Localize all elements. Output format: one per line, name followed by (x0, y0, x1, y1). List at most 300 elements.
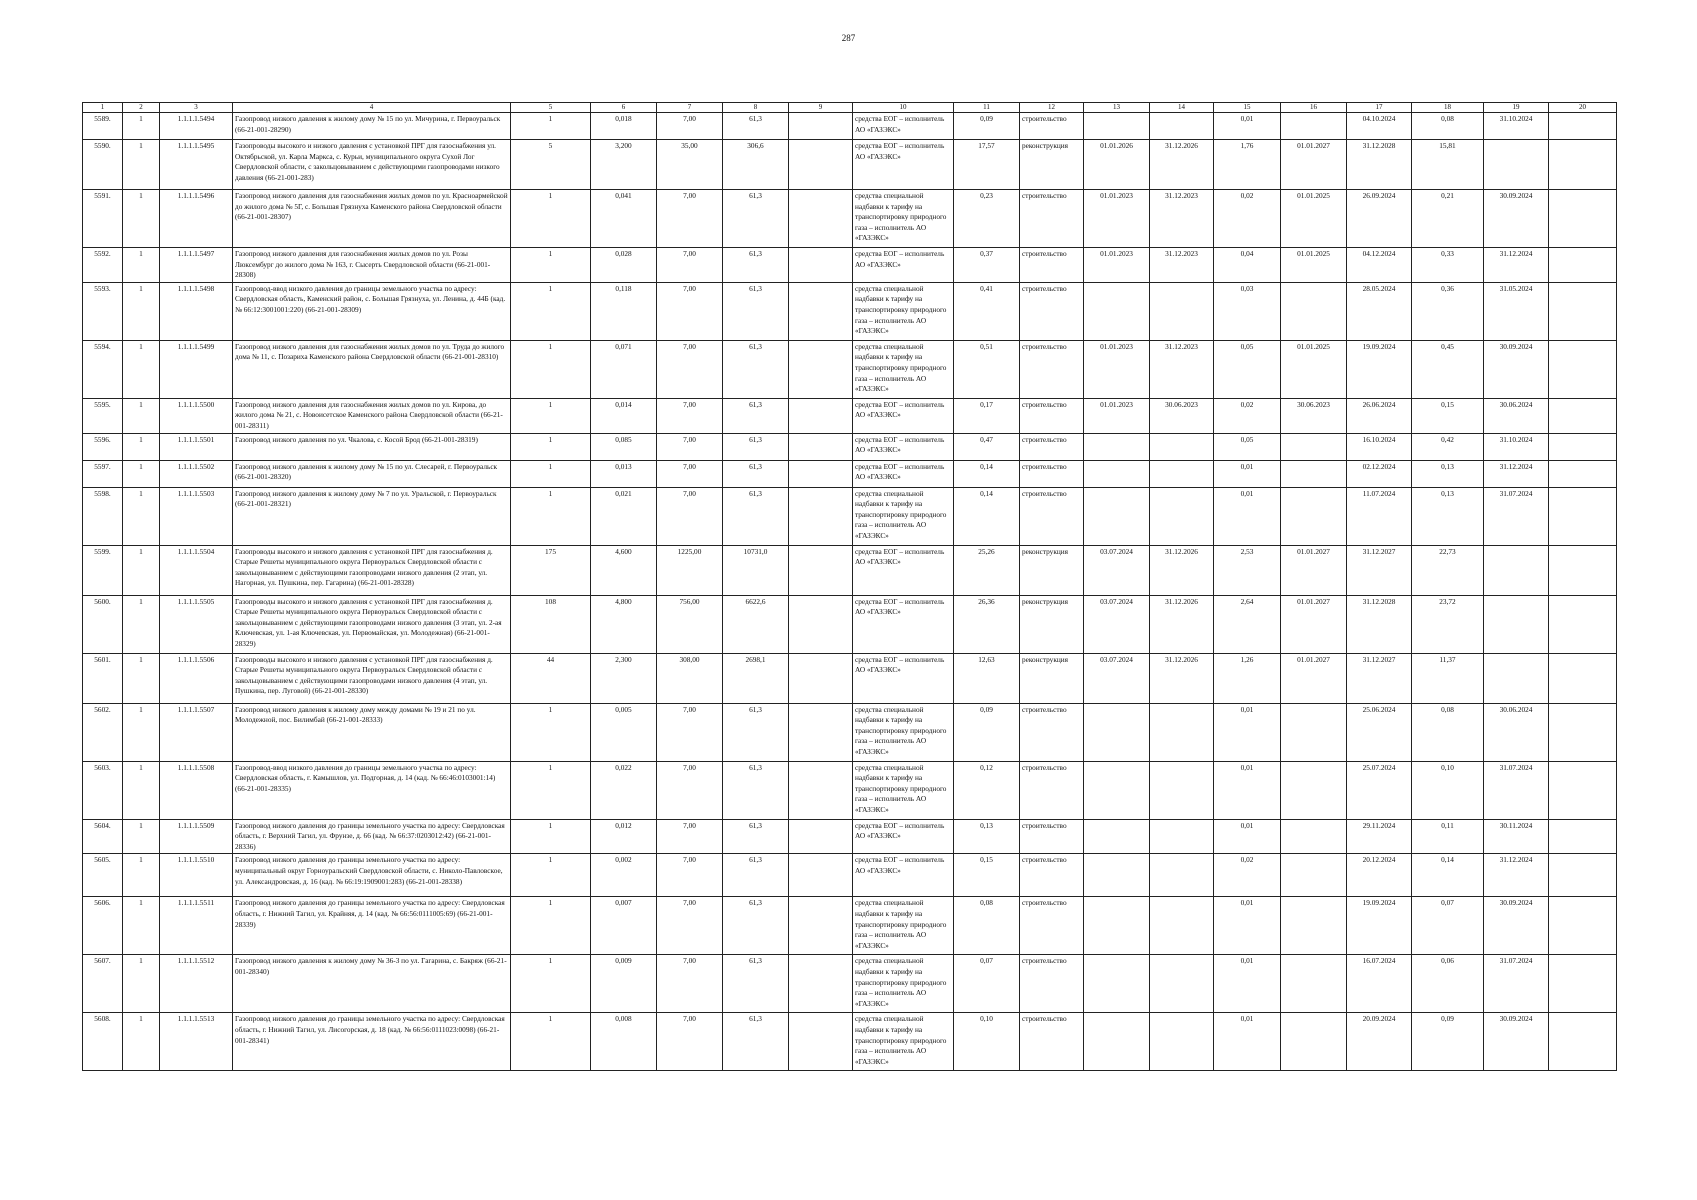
cell-col-14 (1150, 113, 1214, 140)
cell-col-16: 01.01.2025 (1281, 340, 1347, 398)
cell-col-6: 0,071 (591, 340, 657, 398)
cell-col-12: строительство (1020, 819, 1084, 854)
cell-col-5: 175 (511, 545, 591, 595)
cell-col-18: 0,36 (1412, 282, 1484, 340)
cell-col-10: средства специальной надбавки к тарифу на транспортировку природного газа – исполнитель АО «ГАЗЭКС» (853, 282, 954, 340)
cell-col-12: строительство (1020, 761, 1084, 819)
cell-col-14: 31.12.2023 (1150, 190, 1214, 248)
cell-col-3: 1.1.1.1.5503 (160, 487, 233, 545)
cell-col-8: 306,6 (723, 140, 789, 190)
cell-col-6: 0,013 (591, 460, 657, 487)
cell-col-12: строительство (1020, 854, 1084, 897)
cell-col-6: 0,012 (591, 819, 657, 854)
cell-col-19: 30.09.2024 (1484, 1013, 1549, 1071)
cell-col-16 (1281, 703, 1347, 761)
cell-col-12: реконструкция (1020, 545, 1084, 595)
column-number-20: 20 (1549, 103, 1617, 113)
cell-col-8: 61,3 (723, 190, 789, 248)
cell-col-19: 30.09.2024 (1484, 340, 1549, 398)
cell-col-20 (1549, 398, 1617, 433)
cell-col-15: 0,05 (1214, 340, 1281, 398)
cell-col-7: 756,00 (657, 595, 723, 653)
cell-col-19: 30.06.2024 (1484, 703, 1549, 761)
cell-col-13: 03.07.2024 (1084, 653, 1150, 703)
cell-col-5: 1 (511, 460, 591, 487)
cell-col-12: реконструкция (1020, 595, 1084, 653)
cell-col-3: 1.1.1.1.5509 (160, 819, 233, 854)
cell-col-11: 0,14 (954, 487, 1020, 545)
cell-col-9 (789, 140, 853, 190)
cell-col-16 (1281, 433, 1347, 460)
cell-col-8: 61,3 (723, 955, 789, 1013)
column-number-7: 7 (657, 103, 723, 113)
cell-col-19: 31.07.2024 (1484, 955, 1549, 1013)
cell-col-14: 31.12.2026 (1150, 653, 1214, 703)
cell-col-14 (1150, 487, 1214, 545)
cell-col-5: 1 (511, 1013, 591, 1071)
cell-col-13 (1084, 819, 1150, 854)
cell-col-7: 7,00 (657, 248, 723, 283)
cell-col-5: 1 (511, 854, 591, 897)
cell-col-16: 01.01.2027 (1281, 545, 1347, 595)
cell-col-1: 5599. (83, 545, 123, 595)
column-number-16: 16 (1281, 103, 1347, 113)
cell-col-1: 5605. (83, 854, 123, 897)
cell-col-11: 0,10 (954, 1013, 1020, 1071)
cell-col-2: 1 (123, 854, 160, 897)
cell-col-2: 1 (123, 190, 160, 248)
cell-col-1: 5598. (83, 487, 123, 545)
cell-col-15: 0,01 (1214, 819, 1281, 854)
cell-col-16 (1281, 1013, 1347, 1071)
cell-col-9 (789, 433, 853, 460)
cell-col-3: 1.1.1.1.5499 (160, 340, 233, 398)
cell-col-8: 61,3 (723, 761, 789, 819)
cell-col-8: 61,3 (723, 398, 789, 433)
cell-col-17: 16.07.2024 (1347, 955, 1412, 1013)
page-number: 287 (841, 33, 856, 43)
cell-col-6: 0,085 (591, 433, 657, 460)
cell-col-10: средства ЕОГ – исполнитель АО «ГАЗЭКС» (853, 545, 954, 595)
cell-col-14 (1150, 819, 1214, 854)
cell-col-1: 5596. (83, 433, 123, 460)
cell-col-3: 1.1.1.1.5501 (160, 433, 233, 460)
cell-col-3: 1.1.1.1.5494 (160, 113, 233, 140)
cell-col-18: 0,14 (1412, 854, 1484, 897)
cell-col-13: 01.01.2023 (1084, 398, 1150, 433)
cell-col-3: 1.1.1.1.5495 (160, 140, 233, 190)
cell-col-8: 2698,1 (723, 653, 789, 703)
cell-col-7: 7,00 (657, 703, 723, 761)
table-row (83, 703, 1617, 761)
cell-col-2: 1 (123, 340, 160, 398)
cell-col-18: 15,81 (1412, 140, 1484, 190)
cell-col-18: 0,21 (1412, 190, 1484, 248)
cell-col-12: реконструкция (1020, 140, 1084, 190)
cell-col-16 (1281, 854, 1347, 897)
cell-col-6: 0,002 (591, 854, 657, 897)
cell-col-8: 61,3 (723, 703, 789, 761)
cell-col-3: 1.1.1.1.5508 (160, 761, 233, 819)
cell-col-19: 31.05.2024 (1484, 282, 1549, 340)
cell-col-6: 0,009 (591, 955, 657, 1013)
cell-col-16: 01.01.2027 (1281, 595, 1347, 653)
cell-col-16 (1281, 487, 1347, 545)
cell-col-17: 20.09.2024 (1347, 1013, 1412, 1071)
cell-col-15: 0,01 (1214, 1013, 1281, 1071)
cell-col-3: 1.1.1.1.5513 (160, 1013, 233, 1071)
cell-col-2: 1 (123, 703, 160, 761)
cell-col-19: 31.10.2024 (1484, 113, 1549, 140)
cell-col-13: 01.01.2023 (1084, 248, 1150, 283)
cell-col-9 (789, 595, 853, 653)
cell-col-1: 5604. (83, 819, 123, 854)
cell-col-13: 03.07.2024 (1084, 595, 1150, 653)
cell-col-4: Газопровод низкого давления для газоснабжения жилых домов по ул. Красноармейской до жилого дома № 5Г, с. Большая Грязнуха Каменского района Свердловской области (66-21-001-28307) (233, 190, 511, 248)
cell-col-9 (789, 819, 853, 854)
cell-col-19 (1484, 545, 1549, 595)
cell-col-7: 7,00 (657, 819, 723, 854)
cell-col-2: 1 (123, 487, 160, 545)
cell-col-14 (1150, 854, 1214, 897)
column-number-19: 19 (1484, 103, 1549, 113)
column-number-9: 9 (789, 103, 853, 113)
table-row (83, 1013, 1617, 1071)
cell-col-20 (1549, 113, 1617, 140)
cell-col-10: средства специальной надбавки к тарифу на транспортировку природного газа – исполнитель АО «ГАЗЭКС» (853, 897, 954, 955)
cell-col-4: Газопровод низкого давления для газоснабжения жилых домов по ул. Кирова, до жилого дома № 21, с. Новоисетское Каменского района Свердловской области (66-21-001-28311) (233, 398, 511, 433)
cell-col-8: 61,3 (723, 113, 789, 140)
cell-col-18: 0,45 (1412, 340, 1484, 398)
cell-col-9 (789, 897, 853, 955)
cell-col-15: 0,02 (1214, 398, 1281, 433)
cell-col-2: 1 (123, 460, 160, 487)
cell-col-8: 10731,0 (723, 545, 789, 595)
cell-col-15: 0,03 (1214, 282, 1281, 340)
cell-col-5: 1 (511, 487, 591, 545)
cell-col-1: 5591. (83, 190, 123, 248)
cell-col-15: 0,04 (1214, 248, 1281, 283)
cell-col-1: 5602. (83, 703, 123, 761)
cell-col-2: 1 (123, 653, 160, 703)
cell-col-17: 04.12.2024 (1347, 248, 1412, 283)
cell-col-20 (1549, 282, 1617, 340)
cell-col-19 (1484, 653, 1549, 703)
table-row (83, 340, 1617, 398)
cell-col-3: 1.1.1.1.5511 (160, 897, 233, 955)
cell-col-9 (789, 487, 853, 545)
cell-col-20 (1549, 653, 1617, 703)
cell-col-11: 0,41 (954, 282, 1020, 340)
cell-col-4: Газопровод низкого давления к жилому дому № 36-3 по ул. Гагарина, с. Бакряж (66-21-001-28340) (233, 955, 511, 1013)
cell-col-16: 01.01.2025 (1281, 190, 1347, 248)
table-row (83, 897, 1617, 955)
table-row (83, 761, 1617, 819)
cell-col-7: 7,00 (657, 113, 723, 140)
cell-col-18: 23,72 (1412, 595, 1484, 653)
cell-col-9 (789, 340, 853, 398)
cell-col-18: 22,73 (1412, 545, 1484, 595)
table-row (83, 854, 1617, 897)
cell-col-11: 0,09 (954, 113, 1020, 140)
cell-col-6: 0,005 (591, 703, 657, 761)
cell-col-20 (1549, 433, 1617, 460)
cell-col-10: средства специальной надбавки к тарифу на транспортировку природного газа – исполнитель АО «ГАЗЭКС» (853, 190, 954, 248)
cell-col-4: Газопровод низкого давления до границы земельного участка по адресу: Свердловская область, г. Нижний Тагил, ул. Лисогорская, д. 18 (кад. № 66:56:0111023:0098) (66-21-001-28341) (233, 1013, 511, 1071)
column-number-header-row (83, 103, 1617, 113)
cell-col-9 (789, 955, 853, 1013)
column-number-14: 14 (1150, 103, 1214, 113)
cell-col-11: 0,12 (954, 761, 1020, 819)
cell-col-6: 0,022 (591, 761, 657, 819)
table-row (83, 460, 1617, 487)
cell-col-6: 0,008 (591, 1013, 657, 1071)
cell-col-9 (789, 190, 853, 248)
cell-col-18: 0,06 (1412, 955, 1484, 1013)
cell-col-10: средства ЕОГ – исполнитель АО «ГАЗЭКС» (853, 460, 954, 487)
cell-col-1: 5600. (83, 595, 123, 653)
cell-col-13: 01.01.2023 (1084, 340, 1150, 398)
cell-col-20 (1549, 819, 1617, 854)
cell-col-1: 5601. (83, 653, 123, 703)
cell-col-16 (1281, 460, 1347, 487)
cell-col-1: 5603. (83, 761, 123, 819)
cell-col-18: 11,37 (1412, 653, 1484, 703)
cell-col-4: Газопроводы высокого и низкого давления с установкой ПРГ для газоснабжения д. Старые Решеты муниципального округа Первоуральск Свердловской области с закольцовыванием с действующими газопроводами низкого давления (2 этап, ул. Нагорная, ул. Пушкина, пер. Гагарина) (66-21-001-28328) (233, 545, 511, 595)
cell-col-20 (1549, 487, 1617, 545)
cell-col-18: 0,08 (1412, 703, 1484, 761)
cell-col-17: 26.06.2024 (1347, 398, 1412, 433)
cell-col-17: 04.10.2024 (1347, 113, 1412, 140)
cell-col-3: 1.1.1.1.5498 (160, 282, 233, 340)
cell-col-17: 16.10.2024 (1347, 433, 1412, 460)
cell-col-6: 0,118 (591, 282, 657, 340)
cell-col-9 (789, 282, 853, 340)
cell-col-15: 1,76 (1214, 140, 1281, 190)
cell-col-16 (1281, 819, 1347, 854)
cell-col-6: 0,014 (591, 398, 657, 433)
cell-col-15: 0,01 (1214, 460, 1281, 487)
cell-col-3: 1.1.1.1.5507 (160, 703, 233, 761)
table-row (83, 545, 1617, 595)
table-row (83, 190, 1617, 248)
cell-col-18: 0,42 (1412, 433, 1484, 460)
cell-col-1: 5590. (83, 140, 123, 190)
cell-col-20 (1549, 703, 1617, 761)
cell-col-15: 0,01 (1214, 955, 1281, 1013)
cell-col-15: 2,53 (1214, 545, 1281, 595)
cell-col-11: 0,23 (954, 190, 1020, 248)
cell-col-1: 5592. (83, 248, 123, 283)
cell-col-6: 0,041 (591, 190, 657, 248)
cell-col-12: строительство (1020, 282, 1084, 340)
cell-col-11: 26,36 (954, 595, 1020, 653)
cell-col-6: 2,300 (591, 653, 657, 703)
column-number-11: 11 (954, 103, 1020, 113)
cell-col-16 (1281, 897, 1347, 955)
cell-col-6: 0,018 (591, 113, 657, 140)
column-number-1: 1 (83, 103, 123, 113)
column-number-3: 3 (160, 103, 233, 113)
cell-col-7: 7,00 (657, 487, 723, 545)
cell-col-18: 0,13 (1412, 460, 1484, 487)
cell-col-17: 28.05.2024 (1347, 282, 1412, 340)
cell-col-10: средства специальной надбавки к тарифу на транспортировку природного газа – исполнитель АО «ГАЗЭКС» (853, 487, 954, 545)
cell-col-12: строительство (1020, 248, 1084, 283)
cell-col-17: 31.12.2027 (1347, 545, 1412, 595)
cell-col-7: 7,00 (657, 1013, 723, 1071)
cell-col-17: 31.12.2027 (1347, 653, 1412, 703)
cell-col-17: 31.12.2028 (1347, 595, 1412, 653)
cell-col-14 (1150, 897, 1214, 955)
cell-col-20 (1549, 340, 1617, 398)
column-number-5: 5 (511, 103, 591, 113)
cell-col-20 (1549, 140, 1617, 190)
cell-col-16 (1281, 761, 1347, 819)
cell-col-14 (1150, 282, 1214, 340)
cell-col-2: 1 (123, 897, 160, 955)
cell-col-6: 4,800 (591, 595, 657, 653)
cell-col-13 (1084, 955, 1150, 1013)
cell-col-9 (789, 854, 853, 897)
cell-col-2: 1 (123, 819, 160, 854)
cell-col-19: 31.07.2024 (1484, 761, 1549, 819)
cell-col-13: 01.01.2023 (1084, 190, 1150, 248)
cell-col-16 (1281, 955, 1347, 1013)
cell-col-4: Газопровод низкого давления для газоснабжения жилых домов по ул. Розы Люксембург до жилого дома № 163, г. Сысерть Свердловской области (66-21-001-28308) (233, 248, 511, 283)
cell-col-11: 0,09 (954, 703, 1020, 761)
cell-col-13 (1084, 113, 1150, 140)
cell-col-12: строительство (1020, 113, 1084, 140)
cell-col-17: 25.06.2024 (1347, 703, 1412, 761)
cell-col-7: 1225,00 (657, 545, 723, 595)
cell-col-9 (789, 460, 853, 487)
cell-col-17: 19.09.2024 (1347, 340, 1412, 398)
column-number-4: 4 (233, 103, 511, 113)
cell-col-11: 0,14 (954, 460, 1020, 487)
cell-col-7: 7,00 (657, 897, 723, 955)
cell-col-13 (1084, 433, 1150, 460)
cell-col-13: 01.01.2026 (1084, 140, 1150, 190)
cell-col-17: 02.12.2024 (1347, 460, 1412, 487)
cell-col-9 (789, 1013, 853, 1071)
cell-col-18: 0,08 (1412, 113, 1484, 140)
cell-col-18: 0,10 (1412, 761, 1484, 819)
cell-col-6: 4,600 (591, 545, 657, 595)
cell-col-14 (1150, 1013, 1214, 1071)
cell-col-1: 5595. (83, 398, 123, 433)
cell-col-3: 1.1.1.1.5510 (160, 854, 233, 897)
cell-col-17: 31.12.2028 (1347, 140, 1412, 190)
investment-program-table (82, 102, 1617, 1071)
table-row (83, 595, 1617, 653)
cell-col-7: 7,00 (657, 433, 723, 460)
cell-col-11: 0,08 (954, 897, 1020, 955)
cell-col-16: 30.06.2023 (1281, 398, 1347, 433)
table-row (83, 140, 1617, 190)
cell-col-15: 0,02 (1214, 190, 1281, 248)
cell-col-15: 0,01 (1214, 761, 1281, 819)
cell-col-12: строительство (1020, 433, 1084, 460)
cell-col-19: 31.10.2024 (1484, 433, 1549, 460)
cell-col-11: 17,57 (954, 140, 1020, 190)
cell-col-1: 5589. (83, 113, 123, 140)
table-row (83, 433, 1617, 460)
cell-col-3: 1.1.1.1.5504 (160, 545, 233, 595)
cell-col-4: Газопроводы высокого и низкого давления с установкой ПРГ для газоснабжения д. Старые Решеты муниципального округа Первоуральск Свердловской области с закольцовыванием с действующими газопроводами низкого давления (3 этап, ул. 2-ая Ключевская, ул. 1-ая Ключевская, ул. Первомайская, ул. Молодежная) (66-21-001-28329) (233, 595, 511, 653)
cell-col-19: 30.09.2024 (1484, 190, 1549, 248)
cell-col-1: 5608. (83, 1013, 123, 1071)
cell-col-20 (1549, 1013, 1617, 1071)
column-number-15: 15 (1214, 103, 1281, 113)
cell-col-10: средства ЕОГ – исполнитель АО «ГАЗЭКС» (853, 854, 954, 897)
cell-col-4: Газопровод-ввод низкого давления до границы земельного участка по адресу: Свердловская область, г. Камышлов, ул. Подгорная, д. 14 (кад. № 66:46:0103001:14) (66-21-001-28335) (233, 761, 511, 819)
cell-col-12: строительство (1020, 1013, 1084, 1071)
cell-col-1: 5594. (83, 340, 123, 398)
cell-col-3: 1.1.1.1.5497 (160, 248, 233, 283)
cell-col-18: 0,13 (1412, 487, 1484, 545)
cell-col-10: средства ЕОГ – исполнитель АО «ГАЗЭКС» (853, 433, 954, 460)
cell-col-20 (1549, 955, 1617, 1013)
cell-col-5: 1 (511, 282, 591, 340)
cell-col-15: 0,01 (1214, 113, 1281, 140)
cell-col-13: 03.07.2024 (1084, 545, 1150, 595)
cell-col-4: Газопровод низкого давления к жилому дому № 7 по ул. Уральской, г. Первоуральск (66-21-001-28321) (233, 487, 511, 545)
cell-col-9 (789, 703, 853, 761)
cell-col-4: Газопровод низкого давления для газоснабжения жилых домов по ул. Труда до жилого дома № 11, с. Позариха Каменского района Свердловской области (66-21-001-28310) (233, 340, 511, 398)
cell-col-3: 1.1.1.1.5506 (160, 653, 233, 703)
cell-col-16: 01.01.2025 (1281, 248, 1347, 283)
cell-col-19: 31.07.2024 (1484, 487, 1549, 545)
table-row (83, 487, 1617, 545)
cell-col-7: 7,00 (657, 282, 723, 340)
cell-col-10: средства ЕОГ – исполнитель АО «ГАЗЭКС» (853, 248, 954, 283)
cell-col-14: 31.12.2023 (1150, 248, 1214, 283)
cell-col-19 (1484, 140, 1549, 190)
cell-col-2: 1 (123, 113, 160, 140)
cell-col-10: средства ЕОГ – исполнитель АО «ГАЗЭКС» (853, 140, 954, 190)
cell-col-11: 0,15 (954, 854, 1020, 897)
cell-col-16 (1281, 282, 1347, 340)
cell-col-15: 0,05 (1214, 433, 1281, 460)
cell-col-14: 31.12.2026 (1150, 545, 1214, 595)
cell-col-3: 1.1.1.1.5505 (160, 595, 233, 653)
column-number-12: 12 (1020, 103, 1084, 113)
cell-col-17: 26.09.2024 (1347, 190, 1412, 248)
cell-col-6: 0,028 (591, 248, 657, 283)
cell-col-12: строительство (1020, 955, 1084, 1013)
cell-col-14: 31.12.2026 (1150, 595, 1214, 653)
cell-col-18: 0,09 (1412, 1013, 1484, 1071)
cell-col-3: 1.1.1.1.5500 (160, 398, 233, 433)
cell-col-10: средства специальной надбавки к тарифу на транспортировку природного газа – исполнитель АО «ГАЗЭКС» (853, 340, 954, 398)
cell-col-13 (1084, 282, 1150, 340)
table-row (83, 819, 1617, 854)
column-number-2: 2 (123, 103, 160, 113)
cell-col-5: 1 (511, 819, 591, 854)
cell-col-18: 0,15 (1412, 398, 1484, 433)
cell-col-5: 44 (511, 653, 591, 703)
cell-col-3: 1.1.1.1.5502 (160, 460, 233, 487)
cell-col-7: 7,00 (657, 854, 723, 897)
cell-col-12: реконструкция (1020, 653, 1084, 703)
cell-col-10: средства ЕОГ – исполнитель АО «ГАЗЭКС» (853, 819, 954, 854)
cell-col-2: 1 (123, 545, 160, 595)
cell-col-2: 1 (123, 140, 160, 190)
cell-col-13 (1084, 854, 1150, 897)
cell-col-7: 7,00 (657, 340, 723, 398)
cell-col-8: 61,3 (723, 282, 789, 340)
